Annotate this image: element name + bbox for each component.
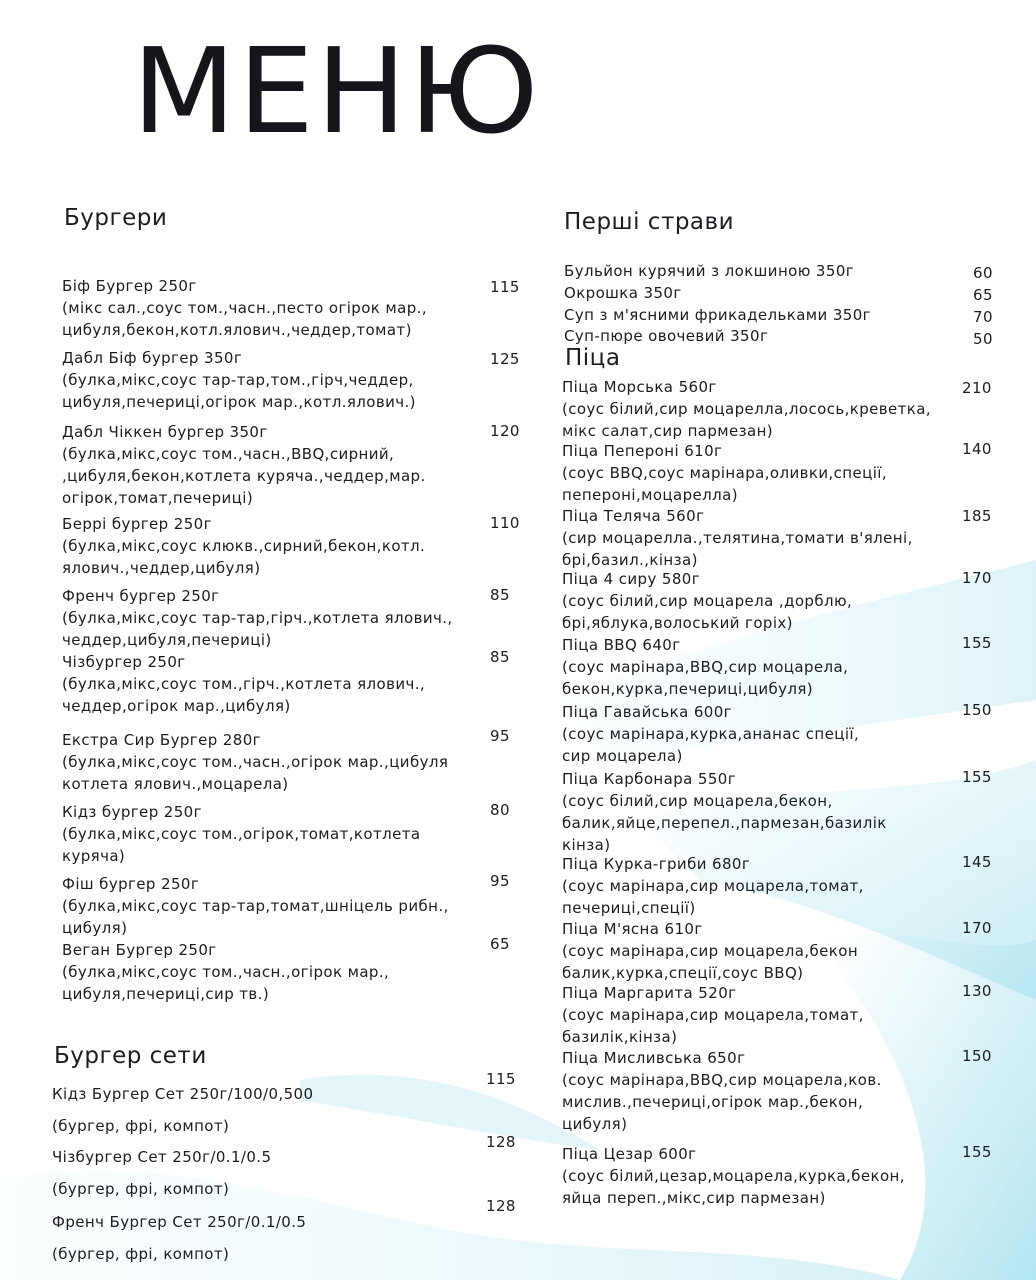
menu-item	[562, 1143, 905, 1209]
menu-item-name: Піца Цезар 600г	[562, 1145, 697, 1163]
menu-item	[62, 421, 426, 509]
menu-item-price: 170	[962, 569, 992, 587]
menu-item-description: (соус марінара,BBQ,сир моцарела,ков.	[562, 1071, 882, 1089]
menu-item-price: 120	[490, 422, 520, 440]
menu-item	[562, 440, 887, 506]
menu-item-name: Біф Бургер 250г	[62, 277, 197, 295]
soup-item-price: 70	[973, 308, 993, 326]
menu-item-price: 150	[962, 701, 992, 719]
menu-item-price: 85	[490, 648, 510, 666]
menu-item	[52, 1078, 313, 1142]
menu-item-description: чеддер,цибуля,печериці)	[62, 631, 272, 649]
menu-item-description: (булка,мікс,соус тар-тар,том.,гірч,чеддер,	[62, 371, 414, 389]
menu-item	[62, 347, 416, 413]
menu-item-price: 128	[486, 1197, 516, 1215]
menu-item-price: 95	[490, 727, 510, 745]
menu-item-name: Дабл Чіккен бургер 350г	[62, 423, 268, 441]
menu-item	[562, 918, 858, 984]
menu-item-price: 155	[962, 1143, 992, 1161]
menu-item-description: балик,курка,спеції,соус BBQ)	[562, 964, 804, 982]
menu-item-description: (соус білий,сир моцарела ,дорблю,	[562, 592, 853, 610]
menu-item-description: (мікс сал.,соус том.,часн.,песто огірок мар.,	[62, 299, 427, 317]
menu-item-description: (бургер, фрі, компот)	[52, 1180, 230, 1198]
menu-item	[62, 585, 453, 651]
menu-item-price: 185	[962, 507, 992, 525]
soup-item-price: 60	[973, 264, 993, 282]
menu-item-name: Кідз бургер 250г	[62, 803, 202, 821]
menu-item-description: (соус BBQ,соус марінара,оливки,спеції,	[562, 464, 888, 482]
menu-item-description: балик,яйце,перепел.,пармезан,базилік	[562, 814, 887, 832]
menu-item-description: брі,базил.,кінза)	[562, 551, 698, 569]
menu-item-description: (соус марінара,сир моцарела,бекон	[562, 942, 859, 960]
menu-item-name: Дабл Біф бургер 350г	[62, 349, 243, 367]
menu-item	[562, 982, 864, 1048]
menu-item-price: 110	[490, 514, 520, 532]
menu-item-description: котлета ялович.,моцарела)	[62, 775, 289, 793]
soup-item-name: Бульйон курячий з локшиною 350г	[564, 262, 855, 280]
menu-item-description: (булка,мікс,соус том.,часн.,огірок мар.,	[62, 963, 390, 981]
menu-item-description: огірок,томат,печериці)	[62, 489, 254, 507]
menu-item-name: Піца Пепероні 610г	[562, 442, 723, 460]
menu-item-description: (соус марінара,курка,ананас спеції,	[562, 725, 860, 743]
menu-item-name: Піца Карбонара 550г	[562, 770, 736, 788]
menu-item-description: ялович.,чеддер,цибуля)	[62, 559, 261, 577]
menu-title: МЕНЮ	[132, 22, 541, 160]
menu-item	[52, 1141, 271, 1205]
menu-item-price: 155	[962, 634, 992, 652]
menu-item	[62, 275, 427, 341]
menu-item	[62, 873, 449, 939]
menu-item-description: (соус марінара,сир моцарела,томат,	[562, 1006, 864, 1024]
menu-item	[62, 801, 420, 867]
menu-item-name: Піца BBQ 640г	[562, 636, 681, 654]
menu-item-price: 125	[490, 350, 520, 368]
menu-item-description: брі,яблука,волоський горіх)	[562, 614, 793, 632]
menu-item-price: 115	[490, 278, 520, 296]
menu-item	[52, 1206, 306, 1270]
menu-item-price: 155	[962, 768, 992, 786]
menu-item-price: 150	[962, 1047, 992, 1065]
menu-item-name: Френч Бургер Сет 250г/0.1/0.5	[52, 1213, 307, 1231]
menu-item-description: (соус білий,сир моцарела,бекон,	[562, 792, 833, 810]
menu-item-name: Кідз Бургер Сет 250г/100/0,500	[52, 1085, 314, 1103]
soup-item-price: 65	[973, 286, 993, 304]
menu-item-description: базилік,кінза)	[562, 1028, 678, 1046]
menu-item-description: яйца переп.,мікс,сир пармезан)	[562, 1189, 826, 1207]
section-heading-soups: Перші страви	[564, 209, 735, 235]
menu-item	[562, 853, 864, 919]
menu-item-description: мікс салат,сир пармезан)	[562, 422, 774, 440]
menu-item	[62, 729, 448, 795]
section-heading-pizza: Піца	[565, 345, 621, 371]
menu-item-name: Чізбургер Сет 250г/0.1/0.5	[52, 1148, 272, 1166]
menu-item-description: цибуля,печериці,огірок мар.,котл.ялович.)	[62, 393, 416, 411]
menu-item-name: Піца 4 сиру 580г	[562, 570, 701, 588]
menu-item-description: (булка,мікс,соус тар-тар,томат,шніцель рибн.,	[62, 897, 449, 915]
menu-item-description: чеддер,огірок мар.,цибуля)	[62, 697, 291, 715]
menu-item-name: Веган Бургер 250г	[62, 941, 217, 959]
menu-item-description: цибуля,бекон,котл.ялович.,чеддер,томат)	[62, 321, 412, 339]
menu-item-price: 140	[962, 440, 992, 458]
menu-item-description: ,цибуля,бекон,котлета куряча.,чеддер,мар.	[62, 467, 426, 485]
menu-item-name: Піца Теляча 560г	[562, 507, 705, 525]
menu-item-description: бекон,курка,печериці,цибуля)	[562, 680, 814, 698]
menu-item-description: (соус білий,сир моцарелла,лосось,креветка,	[562, 400, 931, 418]
section-heading-burger-sets: Бургер сети	[54, 1043, 207, 1069]
menu-item-description: (булка,мікс,соус том.,часн.,BBQ,сирний,	[62, 445, 395, 463]
menu-item-description: (бургер, фрі, компот)	[52, 1117, 230, 1135]
menu-item-price: 170	[962, 919, 992, 937]
menu-item-price: 65	[490, 935, 510, 953]
menu-item-price: 95	[490, 872, 510, 890]
menu-item-price: 85	[490, 586, 510, 604]
menu-item-name: Фіш бургер 250г	[62, 875, 200, 893]
menu-item-description: (булка,мікс,соус клюкв.,сирний,бекон,котл.	[62, 537, 426, 555]
menu-item-description: (соус марінара,BBQ,сир моцарела,	[562, 658, 849, 676]
menu-item	[62, 513, 425, 579]
menu-item	[562, 505, 913, 571]
menu-item-description: кінза)	[562, 836, 611, 854]
menu-item-price: 80	[490, 801, 510, 819]
menu-item-description: цибуля)	[62, 919, 128, 937]
menu-item-description: сир моцарела)	[562, 747, 683, 765]
menu-item-name: Піца Гавайська 600г	[562, 703, 732, 721]
menu-item	[562, 376, 931, 442]
menu-item	[562, 768, 887, 856]
soup-item-price: 50	[973, 330, 993, 348]
menu-item-description: (булка,мікс,соус тар-тар,гірч.,котлета ялович.,	[62, 609, 453, 627]
menu-item-description: (бургер, фрі, компот)	[52, 1245, 230, 1263]
menu-item	[562, 1047, 882, 1135]
section-heading-burgers: Бургери	[64, 205, 168, 231]
menu-item	[562, 568, 852, 634]
menu-item-name: Екстра Сир Бургер 280г	[62, 731, 261, 749]
menu-item-description: (соус білий,цезар,моцарела,курка,бекон,	[562, 1167, 905, 1185]
menu-item-price: 210	[962, 379, 992, 397]
menu-item-price: 115	[486, 1070, 516, 1088]
soup-item-name: Суп з м'ясними фрикадельками 350г	[564, 306, 871, 324]
menu-item-description: цибуля)	[562, 1115, 628, 1133]
menu-item-description: печериці,спеції)	[562, 899, 696, 917]
menu-item-name: Піца Мисливська 650г	[562, 1049, 746, 1067]
menu-item-description: цибуля,печериці,сир тв.)	[62, 985, 270, 1003]
menu-item-description: (сир моцарелла.,телятина,томати в'ялені,	[562, 529, 913, 547]
menu-item-description: пепероні,моцарелла)	[562, 486, 738, 504]
menu-item	[62, 939, 389, 1005]
menu-item-name: Піца Морська 560г	[562, 378, 717, 396]
menu-item-name: Піца М'ясна 610г	[562, 920, 703, 938]
menu-item-description: (булка,мікс,соус том.,часн.,огірок мар.,цибуля	[62, 753, 449, 771]
menu-item-name: Піца Курка-гриби 680г	[562, 855, 751, 873]
menu-item	[562, 701, 859, 767]
menu-item-description: (булка,мікс,соус том.,гірч.,котлета ялович.,	[62, 675, 426, 693]
menu-item-name: Френч бургер 250г	[62, 587, 220, 605]
menu-item-price: 128	[486, 1133, 516, 1151]
menu-item-description: (соус марінара,сир моцарела,томат,	[562, 877, 864, 895]
soup-item-name: Суп-пюре овочевий 350г	[564, 327, 769, 345]
menu-item-name: Беррі бургер 250г	[62, 515, 212, 533]
menu-item-description: мислив.,печериці,огірок мар.,бекон,	[562, 1093, 864, 1111]
menu-item-description: куряча)	[62, 847, 126, 865]
menu-item-name: Піца Маргарита 520г	[562, 984, 737, 1002]
menu-item-name: Чізбургер 250г	[62, 653, 186, 671]
menu-item	[562, 634, 848, 700]
menu-item-price: 130	[962, 982, 992, 1000]
menu-item-price: 145	[962, 853, 992, 871]
menu-item-description: (булка,мікс,соус том.,огірок,томат,котлета	[62, 825, 421, 843]
menu-item	[62, 651, 425, 717]
soup-item-name: Окрошка 350г	[564, 284, 682, 302]
